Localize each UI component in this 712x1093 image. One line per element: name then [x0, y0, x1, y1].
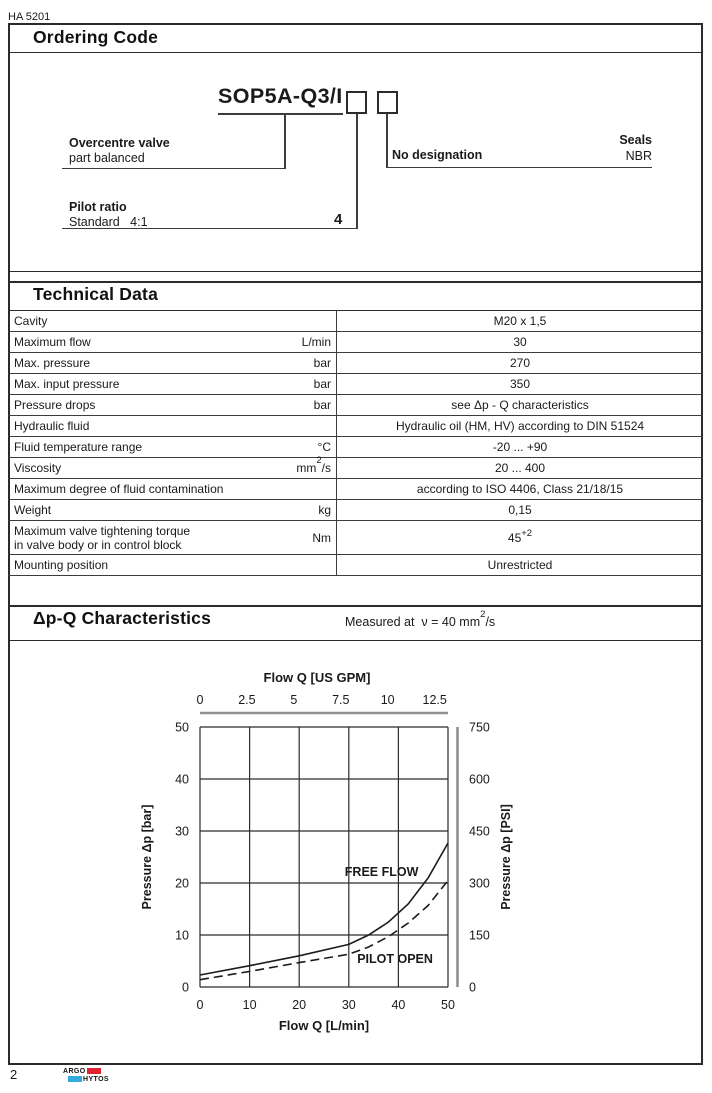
unit-label: bar — [313, 356, 331, 370]
value-cell: Unrestricted — [487, 558, 553, 572]
seals-value: NBR — [625, 149, 652, 163]
param-label-line2: in valve body or in control block — [14, 537, 182, 552]
bottom-axis-tick: 40 — [391, 998, 406, 1012]
table-row — [8, 479, 703, 500]
series-label: FREE FLOW — [344, 865, 419, 880]
seals-heading: Seals — [619, 133, 652, 147]
value-cell: 30 — [513, 335, 527, 349]
right-axis-tick: 300 — [469, 876, 490, 891]
top-axis-tick: 7.5 — [332, 693, 350, 707]
param-label: Weight — [14, 503, 52, 517]
value-cell: M20 x 1,5 — [493, 314, 547, 328]
value-cell: -20 ... +90 — [492, 440, 548, 454]
right-axis-tick: 450 — [469, 824, 490, 839]
top-axis-tick: 5 — [290, 693, 298, 707]
part-balanced-label: part balanced — [69, 151, 145, 165]
top-axis-tick: 10 — [380, 693, 395, 707]
right-axis-tick: 600 — [469, 772, 490, 787]
param-label: Mounting position — [14, 558, 109, 572]
connector-line — [356, 114, 358, 229]
right-axis-tick: 0 — [469, 980, 476, 995]
param-label: Maximum flow — [14, 335, 91, 349]
table-row — [8, 374, 703, 395]
bottom-axis-tick: 10 — [242, 998, 257, 1012]
overcentre-valve-label: Overcentre valve — [69, 136, 170, 150]
connector-line — [386, 114, 388, 168]
param-label: Fluid temperature range — [14, 440, 143, 454]
table-row — [8, 311, 703, 332]
table-row — [8, 437, 703, 458]
series-label: PILOT OPEN — [357, 952, 433, 967]
table-row — [8, 521, 703, 555]
param-cell — [8, 521, 337, 554]
table-row — [8, 555, 703, 576]
param-cell — [8, 479, 337, 499]
param-cell — [8, 555, 337, 575]
table-row — [8, 332, 703, 353]
pilot-ratio-code: 4 — [334, 211, 343, 228]
param-label: Hydraulic fluid — [14, 419, 90, 433]
param-label: Maximum valve tightening torque — [14, 523, 191, 538]
ordering-code-box-1 — [346, 91, 367, 114]
page-number: 2 — [10, 1067, 18, 1082]
unit-label: Nm — [312, 530, 331, 545]
left-axis-tick: 10 — [175, 928, 189, 943]
left-axis-tick: 0 — [182, 980, 189, 995]
param-label: Viscosity — [14, 461, 62, 475]
value-cell: 20 ... 400 — [494, 461, 546, 475]
unit-label: L/min — [301, 335, 331, 349]
param-cell — [8, 437, 337, 457]
connector-line — [386, 167, 652, 169]
param-cell — [8, 332, 337, 352]
param-cell — [8, 374, 337, 394]
unit-label: kg — [318, 503, 331, 517]
ordering-code-value: SOP5A-Q3/I — [218, 84, 343, 108]
technical-data-table — [8, 311, 703, 576]
param-cell — [8, 416, 337, 436]
ordering-code-underline — [218, 113, 343, 115]
param-cell — [8, 395, 337, 415]
top-axis-title: Flow Q [US GPM] — [263, 670, 371, 685]
section-title-dpq-characteristics: Δp-Q Characteristics — [33, 608, 212, 628]
value-cell: 0,15 — [508, 503, 532, 517]
param-cell — [8, 311, 337, 331]
no-designation-label: No designation — [392, 148, 483, 162]
logo-row-bottom — [68, 1075, 109, 1083]
bottom-axis-tick: 0 — [196, 998, 204, 1012]
right-axis-tick: 750 — [469, 720, 490, 735]
table-row — [8, 416, 703, 437]
param-label: Maximum degree of fluid contamination — [14, 482, 224, 496]
divider-line — [8, 605, 703, 607]
value-cell: Hydraulic oil (HM, HV) according to DIN 51524 — [395, 419, 645, 433]
param-label: Cavity — [14, 314, 48, 328]
table-row — [8, 353, 703, 374]
pilot-ratio-label: Pilot ratio — [69, 200, 127, 214]
value-cell: 45 $^{+2}$ — [507, 527, 533, 545]
unit-label: $mm^2/s$ — [296, 455, 331, 475]
table-row — [8, 395, 703, 416]
unit-label: °C — [317, 440, 331, 454]
value-cell: 270 — [509, 356, 531, 370]
bottom-axis-tick: 50 — [441, 998, 455, 1012]
unit-label: bar — [313, 398, 331, 412]
left-axis-title: Pressure Δp [bar] — [140, 804, 154, 910]
table-row — [8, 500, 703, 521]
connector-line — [62, 168, 286, 170]
divider-line — [8, 640, 703, 641]
param-label: Pressure drops — [14, 398, 96, 412]
document-code: HA 5201 — [8, 11, 51, 23]
top-axis-tick: 0 — [196, 693, 204, 707]
bottom-axis-tick: 30 — [341, 998, 356, 1012]
value-cell: according to ISO 4406, Class 21/18/15 — [416, 482, 624, 496]
argo-hytos-logo — [63, 1067, 109, 1083]
param-label: Max. input pressure — [14, 377, 120, 391]
ordering-code-box-2 — [377, 91, 398, 114]
logo-red-block — [87, 1068, 101, 1075]
bottom-axis-tick: 20 — [292, 998, 307, 1012]
connector-line — [284, 115, 286, 169]
divider-line — [8, 281, 703, 283]
value-cell: 350 — [509, 377, 531, 391]
logo-row-top — [63, 1067, 109, 1075]
left-axis-tick: 50 — [175, 720, 189, 735]
right-axis-title: Pressure Δp [PSI] — [499, 804, 513, 910]
divider-line — [8, 52, 703, 53]
section-title-ordering-code: Ordering Code — [33, 27, 159, 47]
logo-blue-block — [68, 1076, 82, 1083]
dp-q-chart — [0, 660, 712, 1055]
pilot-ratio-standard: Standard 4:1 — [69, 215, 148, 229]
param-cell — [8, 353, 337, 373]
left-axis-tick: 40 — [175, 772, 189, 787]
section-title-technical-data: Technical Data — [33, 284, 159, 304]
measured-at-note: Measured at ν = 40 $mm^2/s$ — [345, 608, 496, 629]
divider-line — [8, 271, 703, 272]
param-cell — [8, 455, 337, 478]
left-axis-tick: 30 — [175, 824, 189, 839]
table-row — [8, 455, 703, 479]
bottom-axis-title: Flow Q [L/min] — [278, 1018, 370, 1033]
param-label: Max. pressure — [14, 356, 91, 370]
logo-text-hytos: HYTOS — [83, 1075, 109, 1083]
top-axis-tick: 12.5 — [422, 693, 447, 707]
logo-text-argo: ARGO — [63, 1067, 86, 1075]
right-axis-tick: 150 — [469, 928, 490, 943]
left-axis-tick: 20 — [175, 876, 189, 891]
param-cell — [8, 500, 337, 520]
top-axis-tick: 2.5 — [238, 693, 256, 707]
unit-label: bar — [313, 377, 331, 391]
value-cell: see Δp - Q characteristics — [451, 398, 589, 412]
